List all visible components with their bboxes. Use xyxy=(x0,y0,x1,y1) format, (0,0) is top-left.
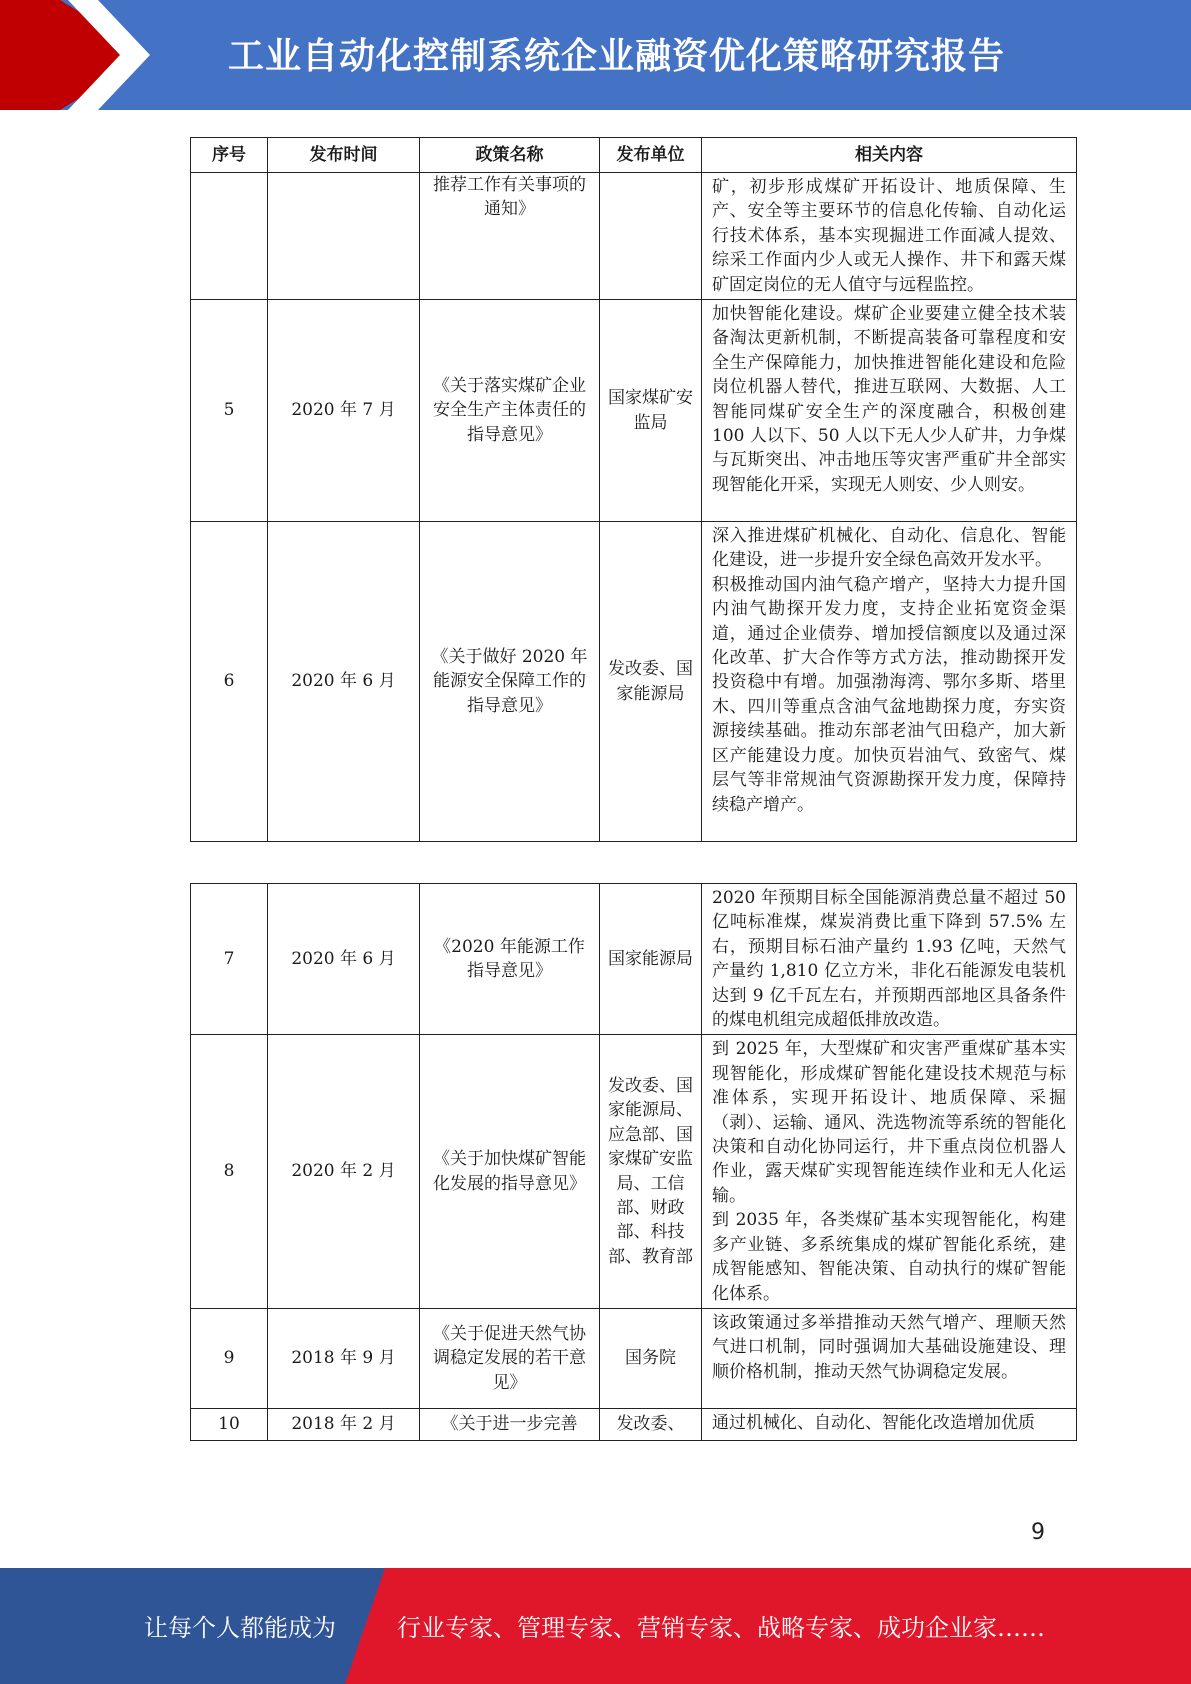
content-paragraph: 到 2035 年，各类煤矿基本实现智能化，构建多产业链、多系统集成的煤矿智能化系统，建成智能感知、智能决策、自动执行的煤矿智能化体系。 xyxy=(712,1210,1066,1304)
table-row xyxy=(191,173,1077,300)
row-date xyxy=(268,173,420,300)
report-title: 工业自动化控制系统企业融资优化策略研究报告 xyxy=(228,36,1006,77)
row-date: 2020 年 6 月 xyxy=(268,884,420,1035)
row-content xyxy=(702,884,1077,1035)
content-paragraph: 积极推动国内油气稳产增产，坚持大力提升国内油气勘探开发力度，支持企业拓宽资金渠道，通过企业债券、增加授信额度以及通过深化改革、扩大合作等方式方法，推动勘探开发投资稳中有增。加强渤海湾、鄂尔多斯、塔里木、四川等重点含油气盆地勘探力度，夯实资源接续基础。推动东部老油气田稳产，加大新区产能建设力度。加快页岩油气、致密气、煤层气等非常规油气资源勘探开发力度，保障持续稳产增产。 xyxy=(712,574,1066,815)
row-policy-name: 《关于做好 2020 年能源安全保障工作的指导意见》 xyxy=(420,522,600,842)
content-paragraph: 加快智能化建设。煤矿企业要建立健全技术装备淘汰更新机制，不断提高装备可靠程度和安全生产保障能力，加快推进智能化建设和危险岗位机器人替代，推进互联网、大数据、人工智能同煤矿安全生产的深度融合，积极创建 100 人以下、50 人以下无人少人矿井，力争煤与瓦斯突出、冲击地压等灾害严重矿井全部实现智能化开采，实现无人则安、少人则安。 xyxy=(712,304,1066,495)
table-header-row xyxy=(191,138,1077,173)
row-content xyxy=(702,1308,1077,1408)
row-policy-name: 《关于落实煤矿企业安全生产主体责任的指导意见》 xyxy=(420,300,600,522)
row-issuer: 发改委、国家能源局、应急部、国家煤矿安监局、工信部、财政部、科技部、教育部 xyxy=(600,1035,702,1308)
row-policy-name: 推荐工作有关事项的通知》 xyxy=(420,173,600,300)
column-header-issuer: 发布单位 xyxy=(600,138,702,173)
row-no: 7 xyxy=(191,884,268,1035)
row-date: 2020 年 6 月 xyxy=(268,522,420,842)
page-footer xyxy=(0,1568,1191,1684)
row-issuer: 发改委、国家能源局 xyxy=(600,522,702,842)
row-policy-name: 《关于加快煤矿智能化发展的指导意见》 xyxy=(420,1035,600,1308)
content-paragraph: 深入推进煤矿机械化、自动化、信息化、智能化建设，进一步提升安全绿色高效开发水平。 xyxy=(712,526,1066,571)
content-paragraph: 矿，初步形成煤矿开拓设计、地质保障、生产、安全等主要环节的信息化传输、自动化运行技术体系，基本实现掘进工作面减人提效、综采工作面内少人或无人操作、井下和露天煤矿固定岗位的无人值守与远程监控。 xyxy=(712,177,1066,295)
row-no: 8 xyxy=(191,1035,268,1308)
column-header-content: 相关内容 xyxy=(702,138,1077,173)
row-no: 10 xyxy=(191,1408,268,1440)
footer-slogan-left: 让每个人都能成为 xyxy=(144,1614,336,1642)
row-issuer: 发改委、 xyxy=(600,1408,702,1440)
policy-table-part1 xyxy=(190,137,1077,842)
row-issuer: 国家煤矿安监局 xyxy=(600,300,702,522)
content-paragraph: 2020 年预期目标全国能源消费总量不超过 50 亿吨标准煤，煤炭消费比重下降到 57.5% 左右，预期目标石油产量约 1.93 亿吨，天然气产量约 1,810 亿立方米，非化石能源发电装机达到 9 亿千瓦左右，并预期西部地区具备条件的煤电机组完成超低排放改造。 xyxy=(712,888,1066,1031)
row-content xyxy=(702,1408,1077,1440)
row-date: 2018 年 9 月 xyxy=(268,1308,420,1408)
table-row xyxy=(191,1308,1077,1408)
row-issuer: 国务院 xyxy=(600,1308,702,1408)
row-issuer xyxy=(600,173,702,300)
content-paragraph: 通过机械化、自动化、智能化改造增加优质 xyxy=(712,1412,1035,1433)
row-content xyxy=(702,522,1077,842)
row-content xyxy=(702,173,1077,300)
table-row xyxy=(191,300,1077,522)
table-row xyxy=(191,884,1077,1035)
row-no xyxy=(191,173,268,300)
column-header-no: 序号 xyxy=(191,138,268,173)
row-issuer: 国家能源局 xyxy=(600,884,702,1035)
row-content xyxy=(702,1035,1077,1308)
row-policy-name: 《2020 年能源工作指导意见》 xyxy=(420,884,600,1035)
table-row xyxy=(191,1035,1077,1308)
content-paragraph: 该政策通过多举措推动天然气增产、理顺天然气进口机制，同时强调加大基础设施建设、理顺价格机制，推动天然气协调稳定发展。 xyxy=(712,1312,1066,1382)
row-no: 5 xyxy=(191,300,268,522)
table-row xyxy=(191,1408,1077,1440)
row-policy-name: 《关于促进天然气协调稳定发展的若干意见》 xyxy=(420,1308,600,1408)
row-date: 2020 年 7 月 xyxy=(268,300,420,522)
policy-table-part2 xyxy=(190,883,1077,1441)
page-number: 9 xyxy=(1031,1520,1045,1545)
column-header-date: 发布时间 xyxy=(268,138,420,173)
row-date: 2018 年 2 月 xyxy=(268,1408,420,1440)
row-no: 9 xyxy=(191,1308,268,1408)
row-no: 6 xyxy=(191,522,268,842)
row-policy-name: 《关于进一步完善 xyxy=(420,1408,600,1440)
row-date: 2020 年 2 月 xyxy=(268,1035,420,1308)
content-paragraph: 到 2025 年，大型煤矿和灾害严重煤矿基本实现智能化，形成煤矿智能化建设技术规范与标准体系，实现开拓设计、地质保障、采掘（剥）、运输、通风、洗选物流等系统的智能化决策和自动化协同运行，井下重点岗位机器人作业，露天煤矿实现智能连续作业和无人化运输。 xyxy=(712,1039,1066,1206)
table-row xyxy=(191,522,1077,842)
page-header xyxy=(0,0,1191,110)
row-content xyxy=(702,300,1077,522)
footer-slogan-right: 行业专家、管理专家、营销专家、战略专家、成功企业家…… xyxy=(397,1614,1045,1642)
column-header-policy-name: 政策名称 xyxy=(420,138,600,173)
